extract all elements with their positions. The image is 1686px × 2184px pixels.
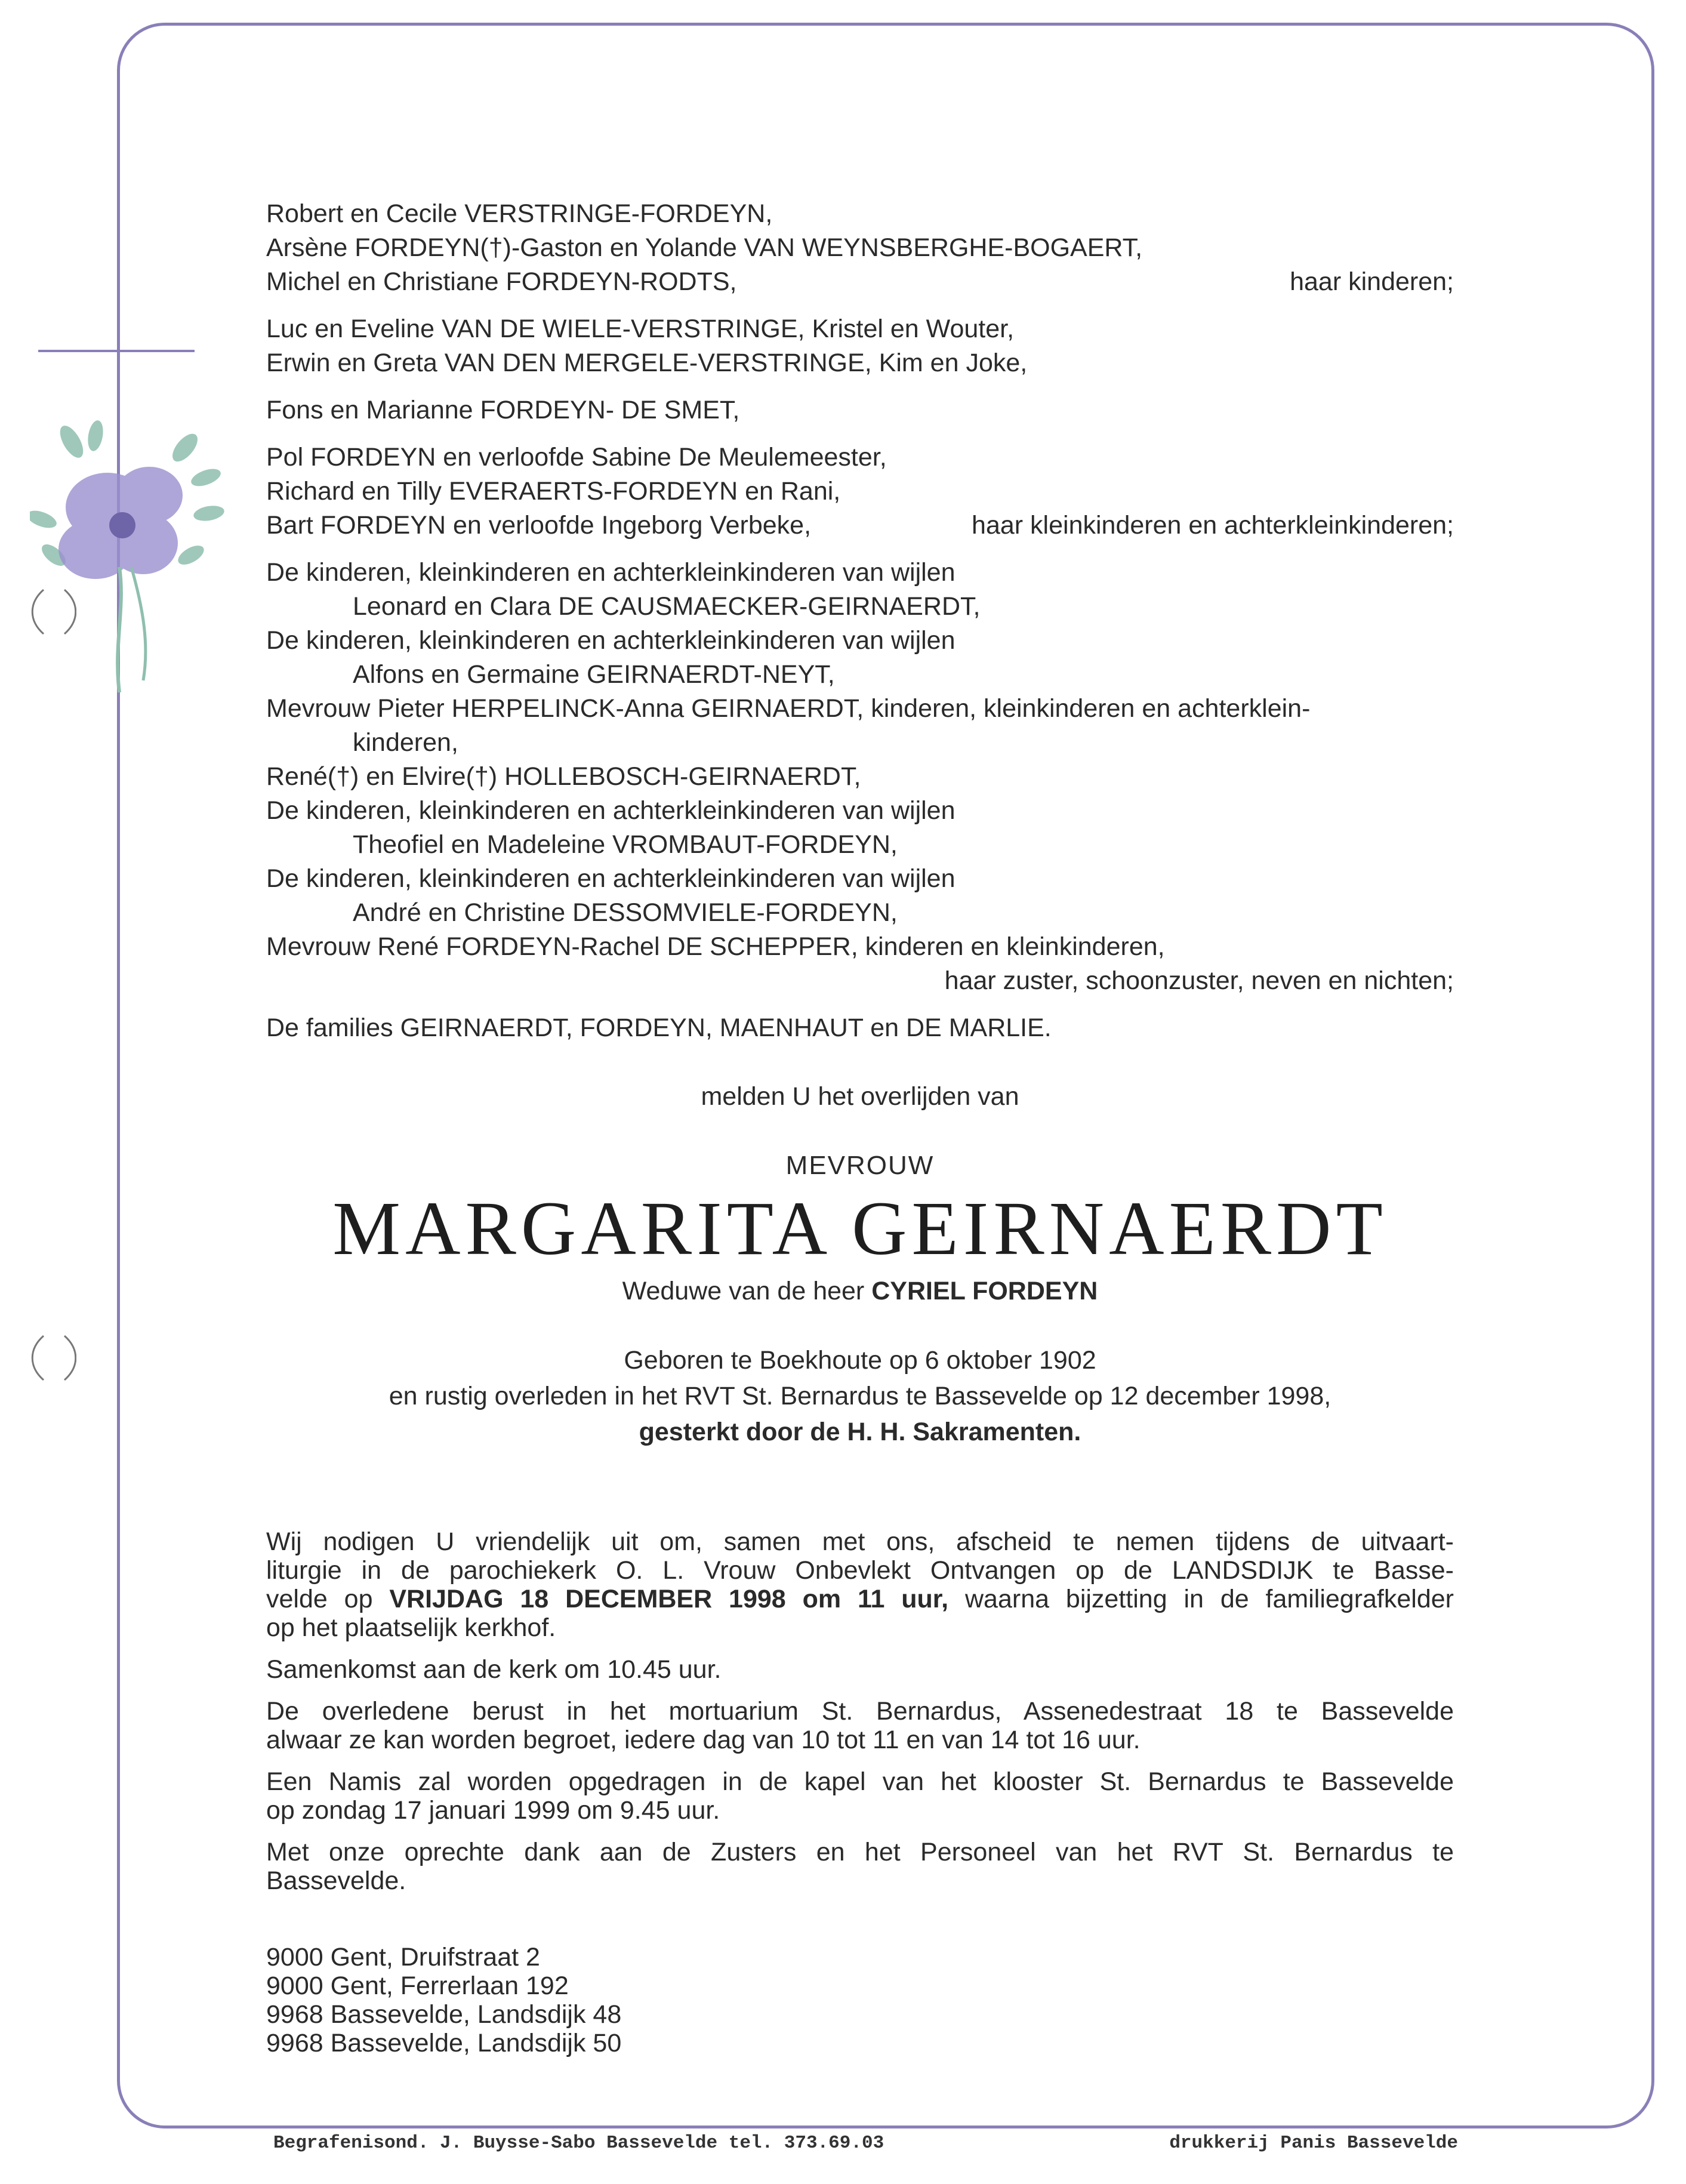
thanks-paragraph [266, 1838, 1454, 1895]
children-line-3-text: Michel en Christiane FORDEYN-RODTS, [266, 267, 737, 296]
mortuary-line-2: alwaar ze kan worden begroet, iedere dag van 10 tot 11 en van 14 tot 16 uur. [266, 1726, 1141, 1754]
mortuary-paragraph [266, 1697, 1454, 1754]
announce-line: melden U het overlijden van [701, 1082, 1019, 1111]
grandchildren-line-1: Luc en Eveline VAN DE WIELE-VERSTRINGE, Kristel en Wouter, [266, 315, 1015, 343]
mass-line-2: op zondag 17 januari 1999 om 9.45 uur. [266, 1796, 720, 1825]
relatives-line: De kinderen, kleinkinderen en achterkleinkinderen van wijlen [266, 864, 955, 893]
relatives-role: haar zuster, schoonzuster, neven en nichten; [944, 966, 1454, 995]
relatives-line: kinderen, [353, 728, 458, 757]
announcement-body [266, 197, 1454, 2057]
sacraments-line [266, 1414, 1454, 1450]
relatives-line: André en Christine DESSOMVIELE-FORDEYN, [353, 898, 898, 927]
relatives-line: De kinderen, kleinkinderen en achterkleinkinderen van wijlen [266, 796, 955, 825]
address-line: 9968 Bassevelde, Landsdijk 50 [266, 2029, 622, 2057]
birth-line: Geboren te Boekhoute op 6 oktober 1902 [624, 1346, 1096, 1375]
binder-hole-top [23, 585, 76, 639]
relatives-line: Theofiel en Madeleine VROMBAUT-FORDEYN, [353, 830, 898, 859]
mortuary-line-1: De overledene berust in het mortuarium St. Bernardus, Assenedestraat 18 te Bassevelde [266, 1697, 1454, 1726]
children-line-1: Robert en Cecile VERSTRINGE-FORDEYN, [266, 199, 773, 228]
thanks-line-1: Met onze oprechte dank aan de Zusters en het Personeel van het RVT St. Bernardus te [266, 1838, 1454, 1866]
cross-bar [38, 350, 195, 352]
widow-name: CYRIEL FORDEYN [871, 1277, 1098, 1305]
relatives-line: De kinderen, kleinkinderen en achterkleinkinderen van wijlen [266, 558, 955, 587]
grandchildren-line-6 [266, 509, 1454, 543]
invitation-line-2: liturgie in de parochiekerk O. L. Vrouw Onbevlekt Ontvangen op de LANDSDIJK te Basse- [266, 1556, 1454, 1585]
address-line: 9000 Gent, Ferrerlaan 192 [266, 1972, 569, 2000]
address-line: 9000 Gent, Druifstraat 2 [266, 1943, 540, 1972]
grandchildren-line-3: Fons en Marianne FORDEYN- DE SMET, [266, 396, 740, 424]
widow-line [266, 1273, 1454, 1309]
invitation-line-3 [266, 1585, 1454, 1613]
invitation-paragraph [266, 1527, 1454, 1642]
address-line: 9968 Bassevelde, Landsdijk 48 [266, 2000, 622, 2029]
mass-line-1: Een Namis zal worden opgedragen in de kapel van het klooster St. Bernardus te Bassevelde [266, 1767, 1454, 1796]
sacraments-text: gesterkt door de H. H. Sakramenten. [639, 1418, 1081, 1446]
children-line-2: Arsène FORDEYN(†)-Gaston en Yolande VAN WEYNSBERGHE-BOGAERT, [266, 233, 1143, 262]
relatives-line: Mevrouw René FORDEYN-Rachel DE SCHEPPER, kinderen en kleinkinderen, [266, 932, 1165, 961]
flower-bouquet-icon [30, 418, 233, 698]
relatives-line: Mevrouw Pieter HERPELINCK-Anna GEIRNAERDT, kinderen, kleinkinderen en achterklein- [266, 694, 1311, 723]
funeral-date: VRIJDAG 18 DECEMBER 1998 om 11 uur, [389, 1585, 949, 1613]
mass-paragraph [266, 1767, 1454, 1825]
grandchildren-line-6-text: Bart FORDEYN en verloofde Ingeborg Verbeke, [266, 511, 812, 540]
relatives-line: René(†) en Elvire(†) HOLLEBOSCH-GEIRNAERDT, [266, 762, 861, 791]
deceased-name: MARGARITA GEIRNAERDT [332, 1186, 1388, 1271]
footer [273, 2133, 1458, 2154]
deceased-title: MEVROUW [785, 1151, 935, 1180]
death-line: en rustig overleden in het RVT St. Bernardus te Bassevelde op 12 december 1998, [389, 1382, 1331, 1410]
invitation-l3-end: waarna bijzetting in de familiegrafkelder [965, 1585, 1454, 1613]
relatives-line: Alfons en Germaine GEIRNAERDT-NEYT, [353, 660, 835, 689]
grandchildren-line-5: Richard en Tilly EVERAERTS-FORDEYN en Rani, [266, 477, 841, 506]
children-role: haar kinderen; [1290, 267, 1454, 296]
invitation-line-1: Wij nodigen U vriendelijk uit om, samen met ons, afscheid te nemen tijdens de uitvaart- [266, 1527, 1454, 1556]
grandchildren-line-4: Pol FORDEYN en verloofde Sabine De Meulemeester, [266, 443, 887, 472]
relatives-line: De kinderen, kleinkinderen en achterkleinkinderen van wijlen [266, 626, 955, 655]
families-line: De families GEIRNAERDT, FORDEYN, MAENHAUT en DE MARLIE. [266, 1014, 1052, 1042]
grandchildren-line-2: Erwin en Greta VAN DEN MERGELE-VERSTRINGE, Kim en Joke, [266, 349, 1028, 377]
thanks-line-2: Bassevelde. [266, 1866, 406, 1895]
children-line-3 [266, 265, 1454, 299]
relatives-line: Leonard en Clara DE CAUSMAECKER-GEIRNAERDT, [353, 592, 981, 621]
grandchildren-role: haar kleinkinderen en achterkleinkinderen; [972, 511, 1454, 540]
binder-hole-bottom [23, 1331, 76, 1385]
widow-prefix: Weduwe van de heer [622, 1277, 865, 1305]
meeting-line: Samenkomst aan de kerk om 10.45 uur. [266, 1655, 722, 1684]
invitation-l3-start: velde op [266, 1585, 373, 1613]
footer-printer: drukkerij Panis Bassevelde [1169, 2133, 1458, 2154]
invitation-line-4: op het plaatselijk kerkhof. [266, 1613, 556, 1642]
footer-undertaker: Begrafenisond. J. Buysse-Sabo Bassevelde tel. 373.69.03 [273, 2133, 884, 2154]
